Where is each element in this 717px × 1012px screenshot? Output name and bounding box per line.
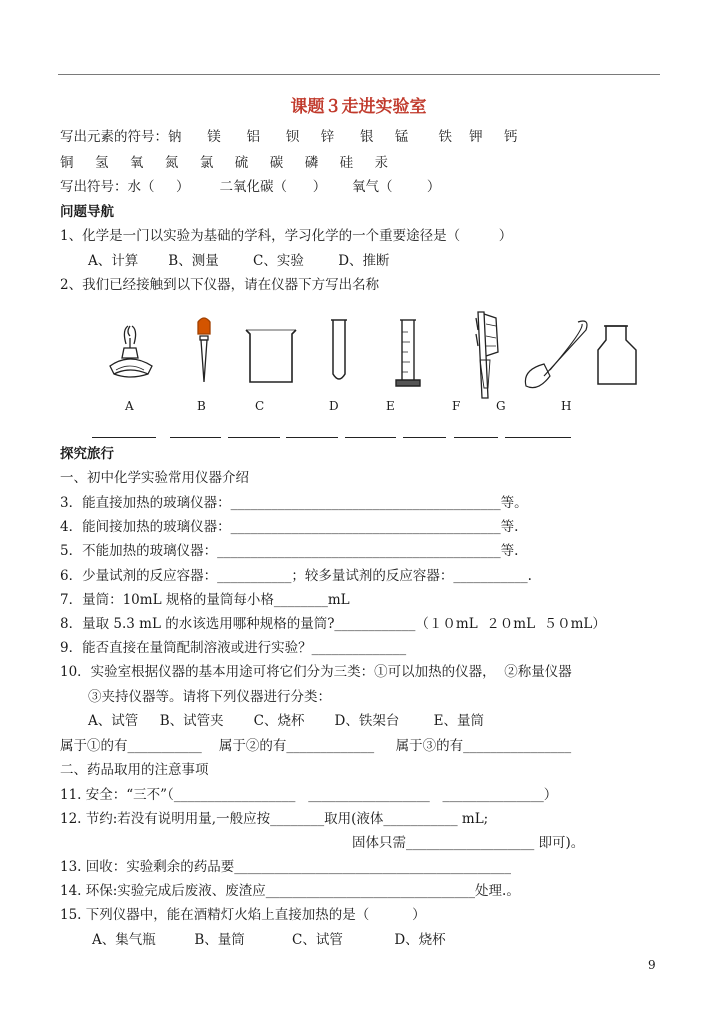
dropper-drawing [198,318,210,382]
graduated-cylinder-drawing [396,320,420,386]
answer-blank[interactable] [345,437,396,438]
page-number: 9 [648,958,656,972]
instrument-label-a: A [125,399,134,413]
question-8: 8．量取 5.3 mL 的水该选用哪种规格的量筒?____________（１０mL ２０mL ５０mL） [60,616,606,632]
question-4: 4．能间接加热的玻璃仪器：________________________________________等. [60,519,519,535]
question-9: 9．能否直接在量筒配制溶液或进行实验？______________ [60,640,407,656]
question-2: 2、我们已经接触到以下仪器，请在仪器下方写出名称 [60,277,380,293]
answer-blank[interactable] [454,437,498,438]
test-tube-holder-drawing [476,312,498,398]
question-10-options: A、试管 B、试管夹 C、烧杯 D、铁架台 E、量筒 [88,713,485,729]
answer-blank[interactable] [286,437,338,438]
question-3: 3．能直接加热的玻璃仪器：________________________________________等。 [60,495,528,511]
question-12: 12. 节约:若没有说明用量,一般应按________取用(液体___________ mL; [60,811,489,827]
formula-line: 写出符号：水（ ） 二氧化碳（ ） 氧气（ ） [60,179,441,195]
answer-blank[interactable] [403,437,446,438]
question-15: 15. 下列仪器中，能在酒精灯火焰上直接加热的是（ ） [60,907,426,923]
answer-blank[interactable] [92,437,156,438]
answer-blank[interactable] [228,437,280,438]
instrument-label-g: G [496,399,506,413]
question-1: 1、化学是一门以实验为基础的学科，学习化学的一个重要途径是（ ） [60,228,513,244]
question-10-stem: 10．实验室根据仪器的基本用途可将它们分为三类：①可以加热的仪器， ②称量仪器 [60,664,572,680]
question-10-stem-2: ③夹持仪器等。请将下列仪器进行分类： [88,689,331,705]
page-title: 课题３走进实验室 [290,97,427,117]
elements-line-1: 写出元素的符号：钠 镁 铝 钡 锌 银 锰 铁 钾 钙 [60,129,518,145]
instrument-label-f: F [452,399,461,413]
answer-blank[interactable] [170,437,221,438]
answer-blank[interactable] [505,437,571,438]
question-12-continued: 固体只需___________________ 即可)。 [352,835,585,851]
elements-line-2: 铜 氢 氧 氮 氯 硫 碳 磷 硅 汞 [60,155,389,171]
instrument-label-e: E [386,399,395,413]
question-6: 6．少量试剂的反应容器：___________；较多量试剂的反应容器：___________. [60,568,532,584]
question-7: 7．量筒：10mL 规格的量筒每小格________mL [60,592,350,608]
instrument-label-b: B [197,399,206,413]
question-11: 11. 安全：“三不”（__________________ __________________ _______________） [60,787,558,803]
section-heading-exploration: 探究旅行 [60,446,114,462]
question-15-options: A、集气瓶 B、量筒 C、试管 D、烧杯 [92,932,446,948]
alcohol-lamp-drawing [110,326,152,377]
spatula-drawing [525,321,587,388]
reagent-bottle-drawing [598,326,636,384]
test-tube-drawing [331,320,347,379]
instrument-label-h: H [561,399,572,413]
question-13: 13. 回收：实验剩余的药品要_________________________________________ [60,859,512,875]
section-heading-navigation: 问题导航 [60,204,114,220]
question-5: 5．不能加热的玻璃仪器：__________________________________________等. [60,543,519,559]
instrument-label-d: D [329,399,339,413]
question-14: 14. 环保:实验完成后废液、废渣应_______________________________处理.。 [60,883,520,899]
question-10-answers: 属于①的有___________ 属于②的有_____________ 属于③的有________________ [60,738,572,754]
subsection-reagents: 二、药品取用的注意事项 [60,762,209,778]
beaker-drawing [246,330,296,382]
subsection-instruments: 一、初中化学实验常用仪器介绍 [60,470,249,486]
instrument-label-c: C [255,399,265,413]
question-1-options: A、计算 B、测量 C、实验 D、推断 [88,253,390,269]
